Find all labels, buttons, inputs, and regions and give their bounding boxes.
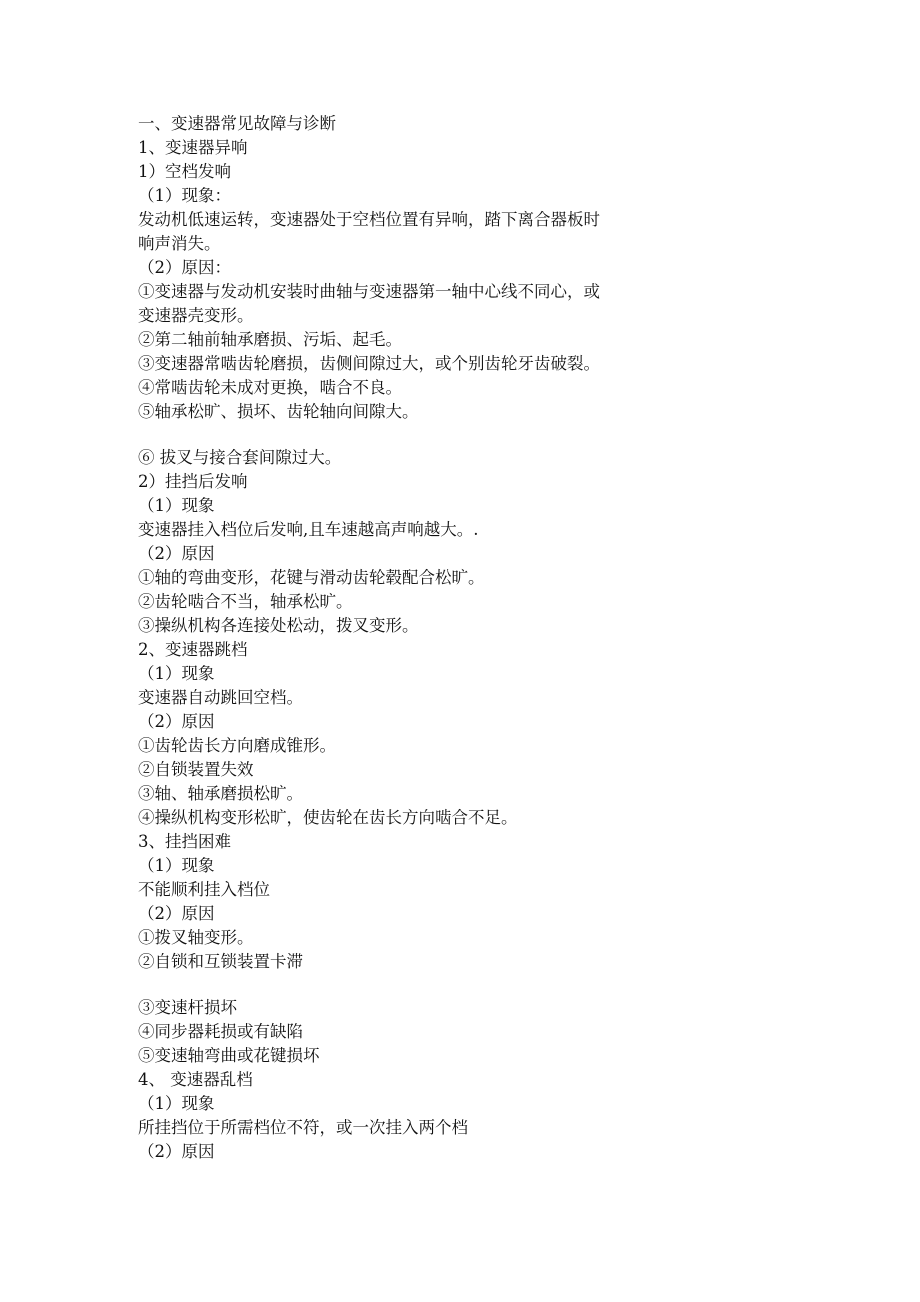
text-line: 响声消失。 [138,234,221,253]
text-line: ④同步器耗损或有缺陷 [138,1022,303,1041]
text-line: ③变速器常啮齿轮磨损，齿侧间隙过大，或个别齿轮牙齿破裂。 [138,354,600,373]
text-line: 所挂挡位于所需档位不符，或一次挂入两个档 [138,1118,468,1137]
text-line: （1）现象 [138,1094,215,1113]
text-line: ①轴的弯曲变形，花键与滑动齿轮毂配合松旷。 [138,568,485,587]
text-line: 发动机低速运转，变速器处于空档位置有异响，踏下离合器板时 [138,210,600,229]
text-line: （1）现象 [138,856,215,875]
text-line: 一、变速器常见故障与诊断 [138,114,336,133]
text-line: （2）原因 [138,712,215,731]
text-line: 2）挂挡后发响 [138,472,248,491]
text-line: ⑤变速轴弯曲或花键损坏 [138,1046,320,1065]
text-line: ①拨叉轴变形。 [138,928,254,947]
text-line: ②齿轮啮合不当，轴承松旷。 [138,592,353,611]
paragraph-gap [138,974,698,996]
text-line: ③操纵机构各连接处松动，拨叉变形。 [138,616,419,635]
text-line: ①齿轮齿长方向磨成锥形。 [138,736,336,755]
text-line: 不能顺利挂入档位 [138,880,270,899]
text-line: （2）原因： [138,258,231,277]
text-line: 1）空档发响 [138,162,231,181]
text-line: ①变速器与发动机安装时曲轴与变速器第一轴中心线不同心，或 [138,282,600,301]
text-line: 2、变速器跳档 [138,640,248,659]
text-line: ④操纵机构变形松旷，使齿轮在齿长方向啮合不足。 [138,808,518,827]
text-line: ②自锁和互锁装置卡滞 [138,952,303,971]
text-line: ⑥ 拔叉与接合套间隙过大。 [138,448,342,467]
paragraph-gap [138,424,698,446]
text-line: 变速器壳变形。 [138,306,254,325]
text-line: ⑤轴承松旷、损坏、齿轮轴向间隙大。 [138,402,419,421]
text-line: 变速器挂入档位后发响,且车速越高声响越大。. [138,520,479,539]
text-line: 3、挂挡困难 [138,832,231,851]
text-line: 4、 变速器乱档 [138,1070,253,1089]
text-line: （1）现象 [138,664,215,683]
text-line: ④常啮齿轮未成对更换，啮合不良。 [138,378,402,397]
document-body [138,112,698,1164]
text-line: 1、变速器异响 [138,138,248,157]
text-line: （2）原因 [138,904,215,923]
text-line: （2）原因 [138,1142,215,1161]
text-line: ②自锁装置失效 [138,760,254,779]
text-line: ③变速杆损坏 [138,998,237,1017]
text-line: 变速器自动跳回空档。 [138,688,303,707]
text-line: ③轴、轴承磨损松旷。 [138,784,303,803]
text-line: ②第二轴前轴承磨损、污垢、起毛。 [138,330,402,349]
text-line: （1）现象 [138,496,215,515]
text-line: （1）现象： [138,186,231,205]
text-line: （2）原因 [138,544,215,563]
